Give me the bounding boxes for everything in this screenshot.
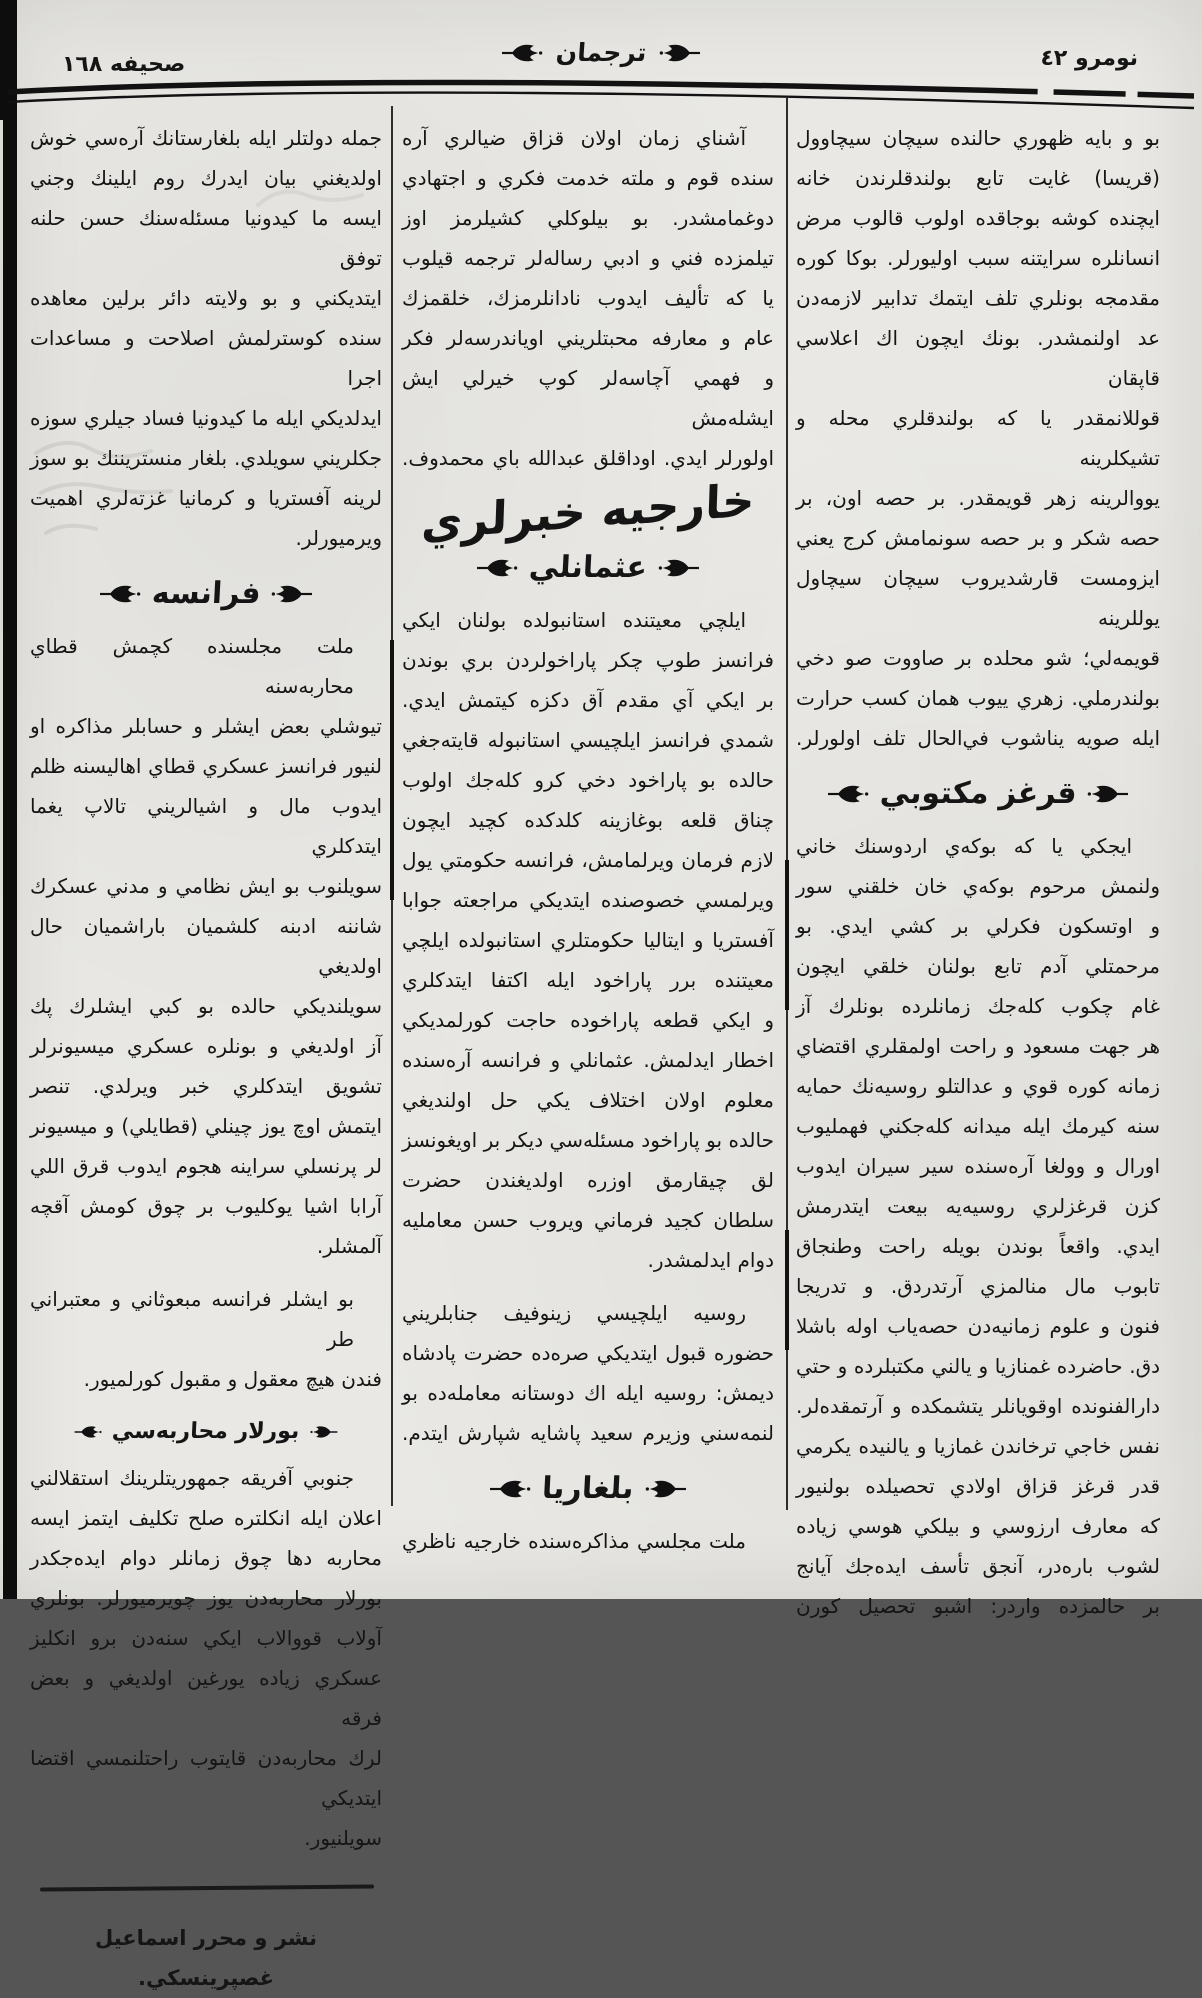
heading-ornament-icon (98, 584, 142, 604)
text-line: كه معارف ارزوسي و بيلكي هوسي زياده (796, 1514, 1160, 1538)
text-line: سويلنوب بو ايش نظامي و مدني عسكرك (30, 874, 382, 898)
text-line: غام چكوب كله‌جك زمانلرده بونلرك آز (796, 994, 1160, 1018)
text-line: تيلمزده فني و ادبي رساله‌لر ترجمه قيلوب (402, 246, 774, 270)
text-line: نفس خاجي ترخاندن غمازيا و يالنيده يكرمي (796, 1434, 1160, 1458)
heading-ornament-icon (475, 558, 519, 578)
text-line: دق. حاضرده غمنازيا و يالني مكتبلرده و حتي (796, 1354, 1160, 1378)
text-line: آشناي زمان اولان قزاق ضيالري آره (402, 126, 746, 150)
text-line: سويلنيور. (304, 1826, 382, 1850)
text-line: تشويق ايتدكلري خبر ويرلدي. تنصر (30, 1074, 382, 1098)
text-line: تابوب مال منالمزي آرتدردق. و تدريجا (796, 1274, 1160, 1298)
text-line: لق چيقارمق اوزره اولديغندن حضرت (402, 1168, 774, 1192)
text-line: زمانه كوره قوي و عدالتلو روسيه‌نك حمايه (796, 1074, 1160, 1098)
text-line: حالده بو پاراخود مسئله‌سي ديكر بر اويغونسز (402, 1128, 774, 1152)
text-line: ايچنده كوشه بوجاقده اولوب قالوب مرض (796, 206, 1160, 230)
text-line: لنمه‌سني وزيرم سعيد پاشايه شپارش ايتدم. (402, 1421, 774, 1445)
section-heading-text: قرغز مكتوبي (878, 776, 1078, 811)
column-right (796, 118, 1160, 1639)
paragraph (30, 1279, 382, 1399)
column-separator (785, 1230, 789, 1350)
masthead-title: ترجمان (554, 38, 648, 67)
text-line: لازم فرمان ويرلمامش، فرانسه حكومتي يول (402, 848, 774, 872)
section-heading (402, 548, 774, 588)
text-line: ايلچي معيتنده استانبولده بولنان ايكي (402, 608, 746, 632)
text-line: (قريسا) غايت تابع بولندقلرندن خانه (796, 166, 1160, 190)
text-line: آز اولديغي و بونلره عسكري ميسيونرلر (30, 1034, 382, 1058)
text-line: يا كه تأليف ايدوب نادانلرمزك، خلقمزك (402, 286, 774, 310)
text-line: بورلار محاربه‌دن يوز چويرميورلر. بونلري (30, 1586, 382, 1610)
heading-ornament-icon (1086, 784, 1130, 804)
text-line: حالده بو پاراخود دخي كرو كله‌جك اولوب (402, 768, 774, 792)
text-line: جمله دولتلر ايله بلغارستانك آره‌سي خوش (30, 126, 382, 150)
text-line: سويلنديكي حالده بو كبي ايشلرك پك (30, 994, 382, 1018)
text-line: عد اولنمشدر. بونك ايچون اك اعلاسي قاپقان (796, 326, 1160, 390)
text-line: بو و بايه ظهوري حالنده سيچان سيچاوول (796, 126, 1160, 150)
paragraph (402, 118, 774, 478)
text-line: ايدوب مال و اشيالريني تالاپ يغما ايتدكلري (30, 794, 382, 858)
text-line: ديمش: روسيه ايله اك دوستانه معامله‌ده بو (402, 1381, 774, 1405)
section-heading (402, 1469, 774, 1509)
text-line: دوام ايدلمشدر. (647, 1248, 774, 1272)
text-line: كزن قرغزلري روسيه‌يه بيعت ايتدرمش (796, 1194, 1160, 1218)
header-double-rule (0, 70, 1202, 114)
text-line: چناق قلعه بوغازينه كلدكده كچيد ايچون (402, 808, 774, 832)
text-line: دارالفنونده اوقويانلر يتشمكده و آرتمقده‌لر. (796, 1394, 1160, 1418)
heading-ornament-icon (74, 1425, 102, 1439)
masthead-ornament-icon (500, 43, 544, 63)
section-heading (796, 774, 1160, 814)
text-line: ايزومست قارشديروب سيچان سيچاول يوللرينه (796, 566, 1160, 630)
text-line: جكلريني سويلدي. بلغار منستريننك بو سوز (30, 446, 382, 470)
heading-ornament-icon (310, 1425, 338, 1439)
text-line: لشوب باره‌در، آنجق تأسف ايده‌جك آيانج (796, 1554, 1160, 1578)
pencil-smudge (250, 165, 370, 225)
text-line: ايدلديكي ايله ما كيدونيا فساد جيلري سوزه (30, 406, 382, 430)
column-separator (785, 860, 789, 1010)
text-line: فندن هيچ معقول و مقبول كورلميور. (83, 1367, 382, 1391)
text-line: فرانسز طوپ چكر پاراخولردن بري بوندن (402, 648, 774, 672)
text-line: اخطار ايدلمش. عثمانلي و فرانسه آره‌سنده (402, 1048, 774, 1072)
text-line: سنده قوم و ملته خدمت فكري و اجتهادي (402, 166, 774, 190)
text-line: اعلان ايله انكلتره صلح تكليف ايتمز ايسه (30, 1506, 382, 1530)
paragraph (402, 1521, 774, 1561)
text-line: لرك محاربه‌دن قايتوب راحتلنمسي اقتضا ايتديكي (30, 1746, 382, 1810)
text-line: انسانلره سرايتنه سبب اوليورلر. بوكا كوره (796, 246, 1160, 270)
text-line: سنده كوسترلمش اصلاحت و مساعدات اجرا (30, 326, 382, 390)
text-line: لنيور فرانسز عسكري قطاي اهاليسنه ظلم (30, 754, 382, 778)
text-line: بو ايشلر فرانسه مبعوثاني و معتبراني طر (30, 1287, 354, 1351)
text-line: قوللانمقدر يا كه بولندقلري محله و تشيكلرينه (796, 406, 1160, 470)
heading-ornament-icon (488, 1479, 532, 1499)
section-heading-calligraphic: خارجيه خبرلري (420, 473, 756, 550)
text-line: حصه شكر و بر حصه سونمامش كرج يعني (796, 526, 1160, 550)
section-heading-text: بلغاريا (541, 1471, 635, 1506)
paragraph (402, 600, 774, 1280)
paragraph (796, 118, 1160, 758)
text-line: ملت مجلسي مذاكره‌سنده خارجيه ناظري (402, 1529, 746, 1553)
text-line: عام و معارفه محبتلريني اوياندرسه‌لر فكر (402, 326, 774, 350)
text-line: لرينه آفستريا و كرمانيا غزته‌لري اهميت (30, 486, 382, 510)
page-edge-bar (3, 0, 17, 1599)
section-heading-text: فرانسه (150, 576, 262, 611)
text-line: اولورلر ايدي. اوداقلق عبدالله باي محمدوف. (402, 446, 774, 470)
text-line: و اوتسكون فكرلي بر كشي ايدي. بو (796, 914, 1160, 938)
paragraph (30, 626, 382, 1266)
text-line: محاربه دها چوق زمانلر دوام ايده‌جكدر (30, 1546, 382, 1570)
paragraph (402, 1293, 774, 1453)
text-line: معيتنده برر پاراخود ايله اكتفا ايتدكلري (402, 968, 774, 992)
text-line: ولنمش مرحوم بوكه‌ي خان خلقني سور (796, 874, 1160, 898)
text-line: بر حالمزده واردر: اشبو تحصيل كورن (796, 1594, 1160, 1618)
text-line: روسيه ايلچيسي زينوفيف جنابلريني (402, 1301, 746, 1325)
text-line: بر ايكي آي مقدم آق دكزه كيتمش ايدي. (402, 688, 774, 712)
text-line: آولاب قووالاب ايكي سنه‌دن برو انكليز (30, 1626, 382, 1650)
text-line: ايتمش اوچ يوز چينلي (قطايلي) و ميسيونر (30, 1114, 382, 1138)
pencil-smudge (26, 428, 216, 558)
text-line: جنوبي آفريقه جمهوريتلرينك استقلالني (30, 1466, 354, 1490)
paragraph (30, 1458, 382, 1858)
heading-ornament-icon (826, 784, 870, 804)
section-heading (30, 574, 382, 614)
text-line: ايدي. واقعاً بوندن بويله راحت وطنجاق (796, 1234, 1160, 1258)
heading-ornament-icon (644, 1479, 688, 1499)
text-line: سنه كيرمك ايله ميدانه كله‌جكني فهمليوب (796, 1114, 1160, 1138)
text-line: حضوره قبول ايتديكي صره‌ده حضرت پادشاه (402, 1341, 774, 1365)
text-line: آفستريا و ايتاليا حكومتلري استانبولده ايلچي (402, 928, 774, 952)
text-line: مقدمجه بونلري تلف ايتمك تدابير لازمه‌دن (796, 286, 1160, 310)
text-line: مرحمتلي آدم تابع بولنان خلقي ايچون (796, 954, 1160, 978)
text-line: لر پرنسلي سراينه هجوم ايدوب قرق اللي (30, 1154, 382, 1178)
text-line: سلطان كجيد فرماني ويروب حسن معامليه (402, 1208, 774, 1232)
text-line: آلمشلر. (316, 1234, 382, 1258)
paragraph (796, 826, 1160, 1626)
text-line: شاننه ادبنه كلشميان باراشميان حال اولديغي (30, 914, 382, 978)
text-line: قويمه‌لي؛ شو محلده بر صاووت صو دخي (796, 646, 1160, 670)
heading-ornament-icon (657, 558, 701, 578)
text-line: معلوم اولان اختلاف يكي حل اولنديغي (402, 1088, 774, 1112)
column-left (30, 118, 382, 1998)
column-middle (402, 118, 774, 1574)
text-line: يووالرينه زهر قويمقدر. بر حصه اون، بر (796, 486, 1160, 510)
text-line: ويرميورلر. (295, 526, 382, 550)
text-line: و فهمي آچاسه‌لر كوپ خيرلي ايش ايشله‌مش (402, 366, 774, 430)
text-line: ايجكي يا كه بوكه‌ي اردوسنك خاني (796, 834, 1132, 858)
masthead-ornament-icon (658, 43, 702, 63)
text-line: دوغمامشدر. بو بيلوكلي كشيلرمز اوز (402, 206, 774, 230)
page-number-label: صحيفه ١٦٨ (62, 52, 186, 77)
section-heading-text: عثمانلي (528, 550, 648, 585)
text-line: ايله صويه يناشوب في‌الحال تلف اولورلر. (796, 726, 1160, 750)
text-line: اورال و وولغا آره‌سنده سير سيران ايدوب (796, 1154, 1160, 1178)
text-line: اولديغني بيان ايدرك روم ايلينك وجني (30, 166, 382, 190)
section-heading (30, 1412, 382, 1452)
text-line: قدر قرغز قزاق اولادي تحصيلده بولنيور (796, 1474, 1160, 1498)
text-line: بولندرملي. زهري ييوب همان كسب حرارت (796, 686, 1160, 710)
text-line: شمدي فرانسز ايلچيسي استانبوله قايته‌جغي (402, 728, 774, 752)
divider-rule (40, 1885, 374, 1892)
text-line: و ايكي قطعه پاراخوده حاجت كورلمديكي (402, 1008, 774, 1032)
text-line: فنون و علوم زمانيه‌دن حصه‌ياب اوله باشلا (796, 1314, 1160, 1338)
publisher-line: نشر و محرر اسماعيل غصپرينسكي. (94, 1926, 318, 1990)
heading-ornament-icon (270, 584, 314, 604)
text-line: عسكري زياده يورغين اولديغي و بعض فرقه (30, 1666, 382, 1730)
text-line: تيوشلي بعض ايشلر و حسابلر مذاكره او (30, 714, 382, 738)
text-line: ايتديكني و بو ولايته دائر برلين معاهده (30, 286, 382, 310)
text-line: ويرلمسي خصوصنده ايتديكي مراجعته جوابا (402, 888, 774, 912)
text-line: هر جهت مسعود و راحت اولمقلري اقتضاي (796, 1034, 1160, 1058)
issue-number-label: نومرو ٤٢ (1040, 46, 1138, 71)
text-line: ايسه ما كيدونيا مسئله‌سنك حسن حلنه توفق (30, 206, 382, 270)
section-heading-text: بورلار محاربه‌سي (111, 1419, 301, 1444)
masthead (0, 38, 1202, 67)
column-separator (390, 640, 394, 900)
text-line: آرابا اشيا يوكليوب بر چوق كومش آقچه (30, 1194, 382, 1218)
text-line: ملت مجلسنده كچمش قطاي محاربه‌سنه (30, 634, 354, 698)
